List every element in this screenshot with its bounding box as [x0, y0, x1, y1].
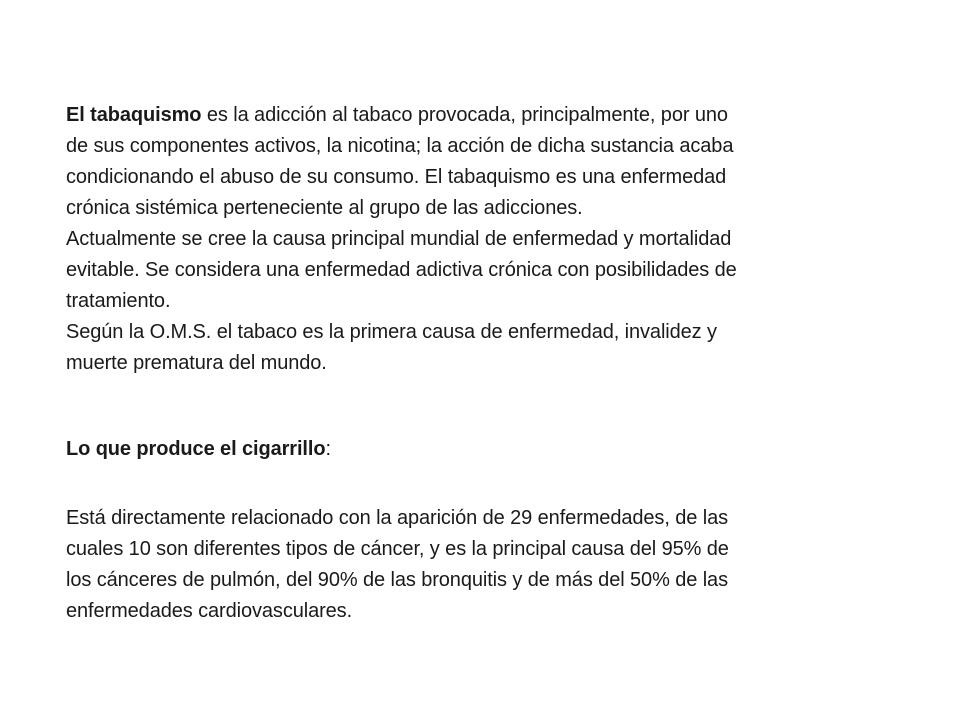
intro-line-8: Según la O.M.S. el tabaco es la primera causa de enfermedad, invalidez y	[66, 321, 717, 343]
intro-line-6: evitable. Se considera una enfermedad adictiva crónica con posibilidades de	[66, 259, 737, 281]
intro-line-5: Actualmente se cree la causa principal mundial de enfermedad y mortalidad	[66, 228, 732, 250]
section-heading-text: Lo que produce el cigarrillo	[66, 438, 326, 460]
effects-line-3: los cánceres de pulmón, del 90% de las bronquitis y de más del 50% de las	[66, 569, 728, 591]
intro-line-2: de sus componentes activos, la nicotina; la acción de dicha sustancia acaba	[66, 135, 734, 157]
effects-line-1: Está directamente relacionado con la aparición de 29 enfermedades, de las	[66, 507, 729, 529]
intro-line-1	[66, 100, 906, 131]
section-heading-colon: :	[325, 438, 331, 460]
intro-line-9: muerte prematura del mundo.	[66, 352, 327, 374]
intro-paragraph	[66, 100, 906, 379]
term-tabaquismo: El tabaquismo	[66, 104, 202, 126]
intro-line-4: crónica sistémica perteneciente al grupo de las adicciones.	[66, 197, 583, 219]
intro-line-1-rest: es la adicción al tabaco provocada, principalmente, por uno	[201, 104, 728, 126]
effects-line-2: cuales 10 son diferentes tipos de cáncer, y es la principal causa del 95% de	[66, 538, 729, 560]
intro-line-7: tratamiento.	[66, 290, 171, 312]
section-heading-line	[66, 434, 906, 465]
intro-line-3: condicionando el abuso de su consumo. El tabaquismo es una enfermedad	[66, 166, 727, 188]
section-heading	[66, 434, 906, 465]
effects-line-4: enfermedades cardiovasculares.	[66, 600, 353, 622]
effects-paragraph	[66, 503, 906, 627]
